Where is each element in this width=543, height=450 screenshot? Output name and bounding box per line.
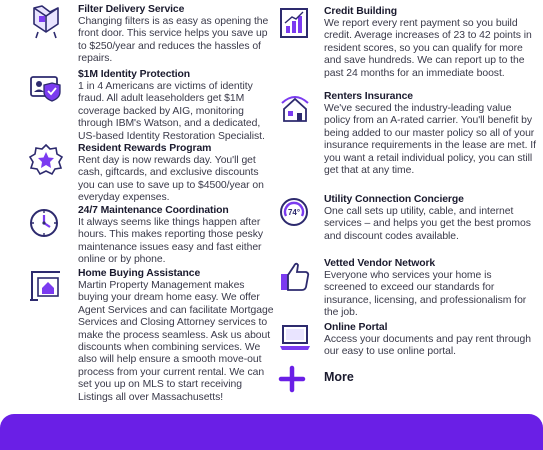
benefit-title: Utility Connection Concierge <box>324 194 464 205</box>
benefit-title: Home Buying Assistance <box>78 268 201 279</box>
benefit-description: Everyone who services your home is screened to exceed our standards for insurance, licensing, and professionalism for the job. <box>324 270 527 319</box>
benefit-title: Credit Building <box>324 6 397 17</box>
clock-icon <box>28 205 64 241</box>
identity-card-shield-icon <box>28 69 64 105</box>
benefit-description: 1 in 4 Americans are victims of identity fraud. All adult leaseholders get $1M coverage backed by AIG, monitoring through IBM's Watson, and a dedicated, US-based Identity Restoration Specialist. <box>78 81 265 142</box>
benefit-description: Access your documents and pay rent through our easy to use online portal. <box>324 334 531 358</box>
benefit-description: Rent day is now rewards day. You'll get cash, giftcards, and exclusive discounts you can use to save up to $4500/year on everyday expenses. <box>78 155 264 204</box>
benefit-title: $1M Identity Protection <box>78 69 191 80</box>
benefit-description: One call sets up utility, cable, and internet services – and helps you get the best promos and discount codes available. <box>324 206 531 242</box>
benefit-description: It always seems like things happen after hours. This makes reporting those pesky maintenance issues easy and fast either online or by phone. <box>78 217 263 266</box>
delivery-box-icon <box>28 4 64 40</box>
benefit-description: Changing filters is as easy as opening the front door. This service helps you save up to $250/year and reduces the hassles of repairs. <box>78 16 269 65</box>
svg-text:74°: 74° <box>287 208 301 217</box>
more-label: More <box>324 370 354 384</box>
thumbs-up-icon <box>278 258 314 294</box>
house-sign-icon <box>28 268 64 304</box>
insured-house-icon <box>278 91 314 127</box>
benefit-title: Online Portal <box>324 322 388 333</box>
benefit-title: 24/7 Maintenance Coordination <box>78 205 229 216</box>
benefit-description: Martin Property Management makes buying your dream home easy. We offer Agent Services and can facilitate Mortgage Services and Closing Attorney services to make the process seamless. Ask us about discounts when combining services. We also will help ensure a smooth move-out process from your current rental. We can set you up on MLS to start receiving Listings all over Massachusetts! <box>78 280 274 403</box>
benefit-title: Filter Delivery Service <box>78 4 185 15</box>
thermostat-icon <box>278 194 314 230</box>
benefit-title: Renters Insurance <box>324 91 413 102</box>
benefit-title: Vetted Vendor Network <box>324 258 436 269</box>
laptop-icon <box>278 322 314 358</box>
footer-band <box>0 414 543 450</box>
benefit-description: We report every rent payment so you build credit. Average increases of 23 to 42 points in resident scores, so you can qualify for more and save hundreds. We can report up to the past 24 months for an immediate boost. <box>324 18 532 79</box>
plus-icon <box>278 365 306 393</box>
rewards-badge-icon <box>28 143 64 179</box>
benefit-title: Resident Rewards Program <box>78 143 212 154</box>
benefit-description: We've secured the industry-leading value policy from an A-rated carrier. You'll benefit by being added to our master policy so all of your insurance requirements in the lease are met. If you want a retail individual policy, you can still get that at any time. <box>324 103 536 177</box>
credit-chart-icon <box>278 6 314 42</box>
